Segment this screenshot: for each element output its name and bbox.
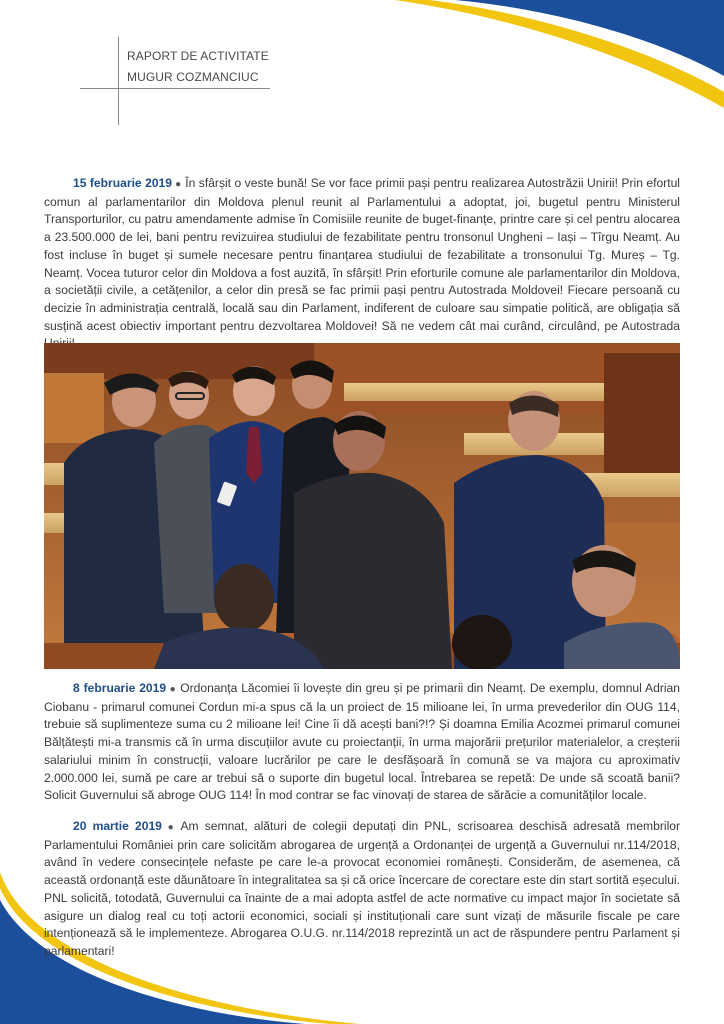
bullet-icon: ●: [164, 822, 177, 833]
report-title: RAPORT DE ACTIVITATE: [127, 49, 269, 63]
parliament-photo: [44, 343, 680, 669]
entry-text: Ordonanța Lăcomiei îi lovește din greu și pe primarii din Neamț. De exemplu, domnul Adrian Ciobanu - primarul comunei Cordun mi-a spus că la un proiect de 15 milioane lei, în urma prevederilor din OUG 114, trebuie să suplimenteze suma cu 2 milioane lei! Cine îi dă acești bani?!? Și doamna Emilia Acozmei primarul comunei Bălțătești mi-a transmis că în urma discuțiilor avute cu proiectanții, în urma majorării prețurilor materialelor, a creșterii salariului minim în construcții, valoare lucrărilor pe care le desfășoară în comună se va majora cu aproximativ 2.000.000 lei, sumă pe care ar trebui să o suporte din bugetul local. Întrebarea se repetă: De unde să scoată banii? Solicit Guvernului să abroge OUG 114! În mod contrar se fac vinovați de starea de sărăcie a comunităților locale.: [44, 681, 681, 803]
bullet-icon: ●: [169, 684, 177, 695]
entry-text: Am semnat, alături de colegii deputați din PNL, scrisoarea deschisă adresată membrilor Parlamentului României prin care solicităm abrogarea de urgență a Ordonanței de urgență a Guvernului nr.114/2018, având în vedere consecințele nefaste pe care le-a provocat economiei românești. Considerăm, de asemenea, că această ordonanță este dăunătoare în integralitatea sa și că orice încercare de corectare este din start sortită eșecului. PNL solicită, totodată, Guvernului ca înainte de a mai adopta astfel de acte normative cu impact major în societate să asigure un dialog real cu toți actorii economici, sociali și instituționali care sunt vizați de măsurile fiscale pe care intenționează să le implementeze. Abrogarea O.U.G. nr.114/2018 reprezintă un act de răspundere pentru Parlament și parlamentari!: [44, 819, 681, 958]
photo-illustration: [44, 343, 680, 669]
header-horizontal-line: [80, 88, 270, 89]
header-vertical-line: [118, 37, 119, 125]
entry-date: 8 februarie 2019: [73, 681, 167, 695]
entry-15-februarie: [44, 175, 680, 353]
entry-text: În sfârșit o veste bună! Se vor face primii pași pentru realizarea Autostrăzii Unirii! Prin efortul comun al parlamentarilor din Moldova plenul reunit al Parlamentului a adoptat, joi, bugetul pentru Ministerul Transporturilor, cu patru amendamente admise în Comisiile reunite de buget-finanțe, printre care și cel pentru alocarea a 23.500.000 de lei, bani pentru revizuirea studiului de fezabilitate pentru tronsonul Ungheni – Iași – Tîrgu Neamț. Au fost incluse în buget și sumele necesare pentru finanțarea studiului de fezabilitate a tronsonului Tg. Mureș – Tg. Neamț. Vocea tuturor celor din Moldova a fost auzită, în sfârșit! Prin eforturile comune ale parlamentarilor din Moldova, a societății civile, a cetățenilor, a celor din presă se fac primii pași pentru Autostrada Moldovei! Fiecare persoană cu decizie în administrația centrală, locală sau din Parlament, indiferent de culoare sau simpatie politică, are obligația să susțină acest obiectiv important pentru dezvoltarea Moldovei! Să ne vedem cât mai curând, circulând, pe Autostrada: [44, 176, 680, 333]
entry-8-februarie: [44, 680, 680, 805]
author-name: MUGUR COZMANCIUC: [127, 70, 259, 84]
entry-20-martie: [44, 818, 680, 961]
entry-date: 15 februarie 2019: [73, 176, 173, 190]
entry-date: 20 martie 2019: [73, 819, 162, 833]
report-header: [127, 46, 269, 88]
bullet-icon: ●: [175, 179, 182, 190]
